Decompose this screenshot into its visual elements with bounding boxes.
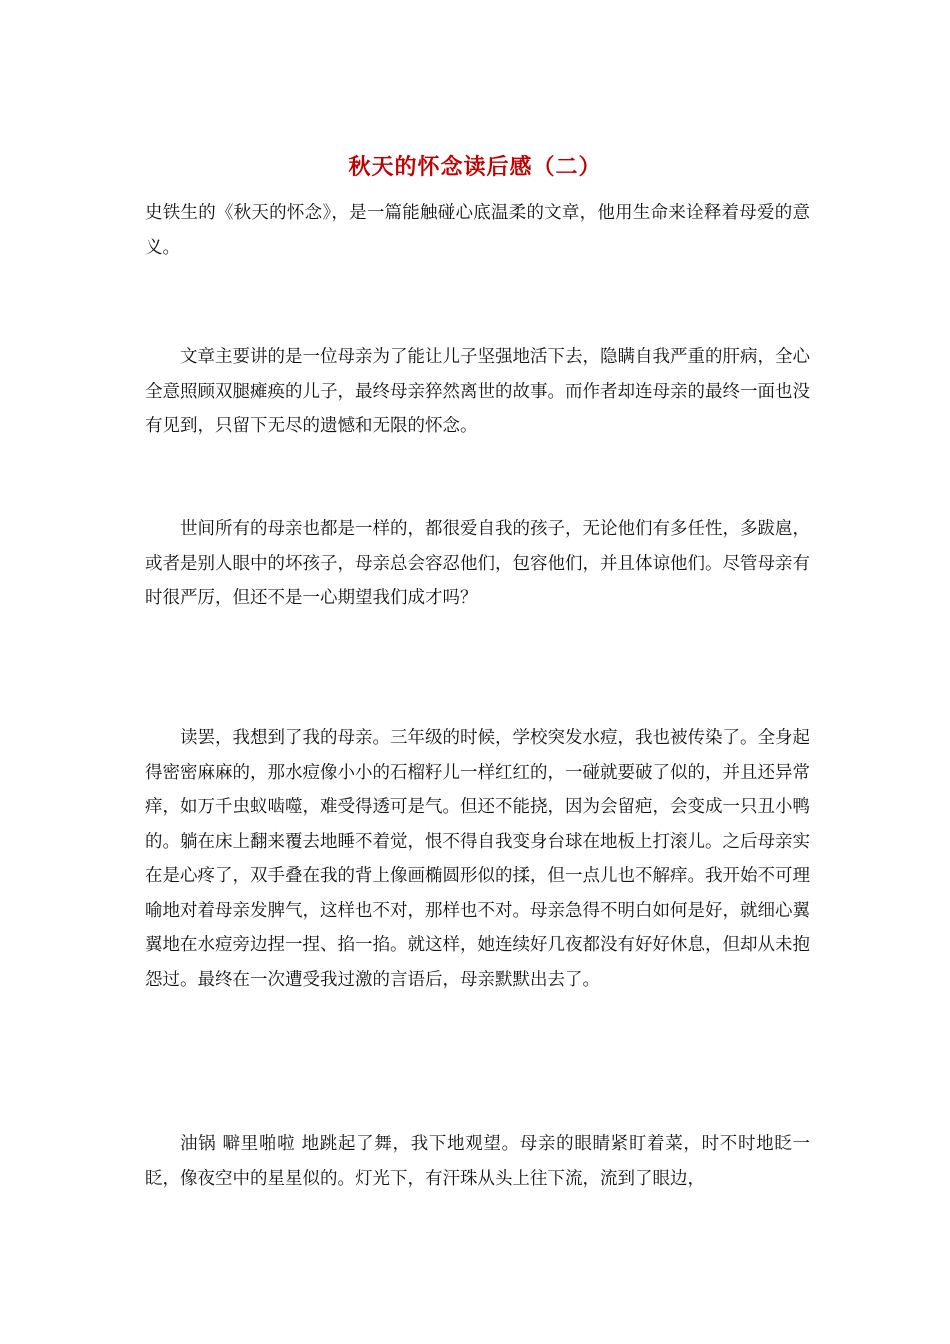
paragraph-3: 世间所有的母亲也都是一样的，都很爱自我的孩子，无论他们有多任性，多跋扈，或者是别人眼中的坏孩子，母亲总会容忍他们，包容他们，并且体谅他们。尽管母亲有时很严厉，但还不是一心期望我们成才吗？ <box>145 519 810 608</box>
paragraph-2: 文章主要讲的是一位母亲为了能让儿子坚强地活下去，隐瞒自我严重的肝病，全心全意照顾双腿瘫痪的儿子，最终母亲猝然离世的故事。而作者却连母亲的最终一面也没有见到，只留下无尽的遗憾和无限的怀念。 <box>145 347 810 436</box>
paragraph-1: 史铁生的《秋天的怀念》，是一篇能触碰心底温柔的文章，他用生命来诠释着母爱的意义。 <box>145 203 810 258</box>
paragraph-4: 读罢，我想到了我的母亲。三年级的时候，学校突发水痘，我也被传染了。全身起得密密麻麻的，那水痘像小小的石榴籽儿一样红红的，一碰就要破了似的，并且还异常痒，如万千虫蚁啮噬，难受得透可是气。但还不能挠，因为会留疤，会变成一只丑小鸭的。躺在床上翻来覆去地睡不着觉，恨不得自我变身台球在地板上打滚儿。之后母亲实在是心疼了，双手叠在我的背上像画椭圆形似的揉，但一点儿也不解痒。我开始不可理喻地对着母亲发脾气，这样也不对，那样也不对。母亲急得不明白如何是好，就细心翼翼地在水痘旁边捏一捏、掐一掐。就这样，她连续好几夜都没有好好休息，但却从未抱怨过。最终在一次遭受我过激的言语后，母亲默默出去了。 <box>145 728 810 990</box>
paragraph-5: 油锅 噼里啪啦 地跳起了舞，我下地观望。母亲的眼睛紧盯着菜，时不时地眨一眨，像夜空中的星星似的。灯光下，有汗珠从头上往下流，流到了眼边， <box>145 1134 810 1189</box>
page-title: 秋天的怀念读后感（二） <box>348 154 602 180</box>
